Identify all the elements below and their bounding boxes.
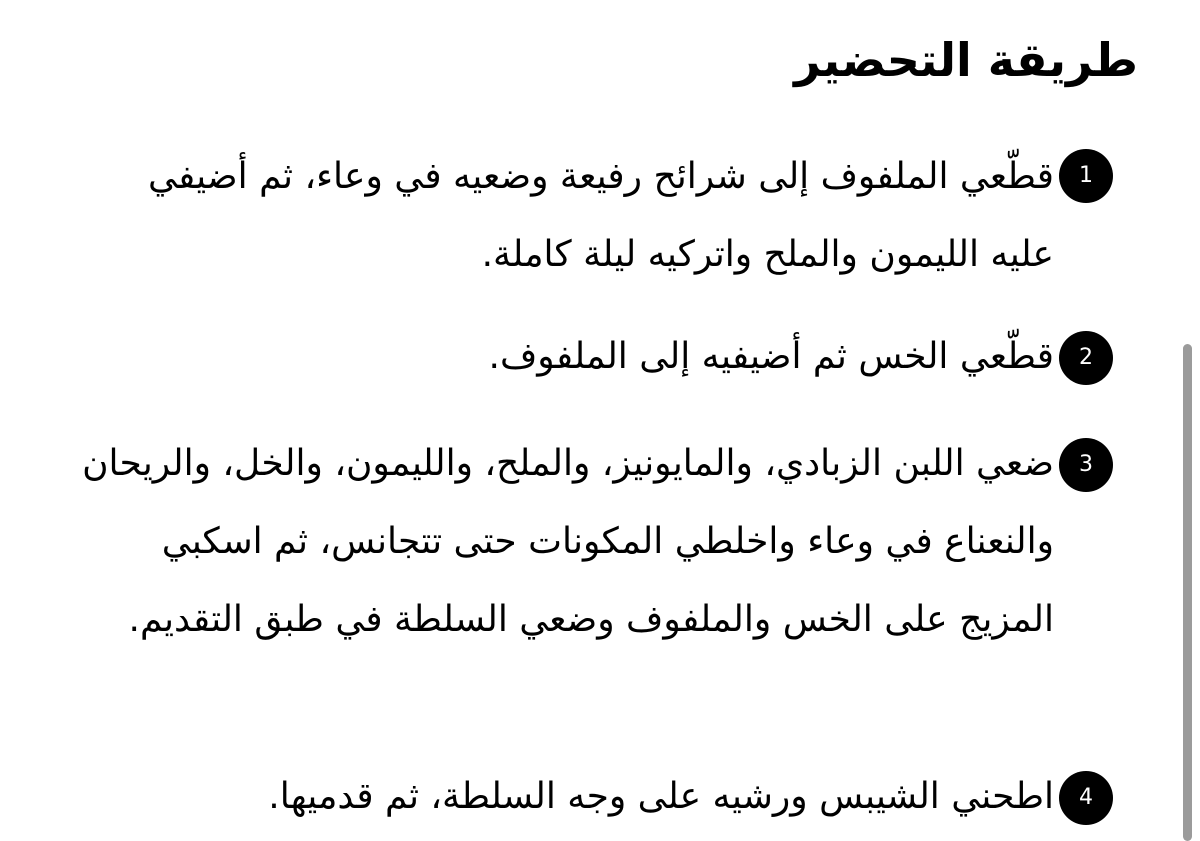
step-number-badge: 2 bbox=[1059, 331, 1113, 385]
scrollbar-thumb[interactable] bbox=[1183, 344, 1192, 841]
step-text: ضعي اللبن الزبادي، والمايونيز، والملح، والليمون، والخل، والريحان والنعناع في وعاء واخلطي المكونات حتى تتجانس، ثم اسكبي المزيج على الخس والملفوف وضعي السلطة في طبق التقديم. bbox=[82, 443, 1054, 640]
step-text: اطحني الشيبس ورشيه على وجه السلطة، ثم قدميها. bbox=[268, 776, 1054, 817]
section-title: طريقة التحضير bbox=[794, 33, 1138, 87]
vertical-scrollbar[interactable] bbox=[1176, 0, 1200, 841]
step-text: قطّعي الخس ثم أضيفيه إلى الملفوف. bbox=[488, 336, 1054, 377]
step-number-badge: 4 bbox=[1059, 771, 1113, 825]
step-number-badge: 3 bbox=[1059, 438, 1113, 492]
step-text: قطّعي الملفوف إلى شرائح رفيعة وضعيه في وعاء، ثم أضيفي عليه الليمون والملح واتركيه ليلة كاملة. bbox=[147, 156, 1054, 275]
step-number-badge: 1 bbox=[1059, 149, 1113, 203]
